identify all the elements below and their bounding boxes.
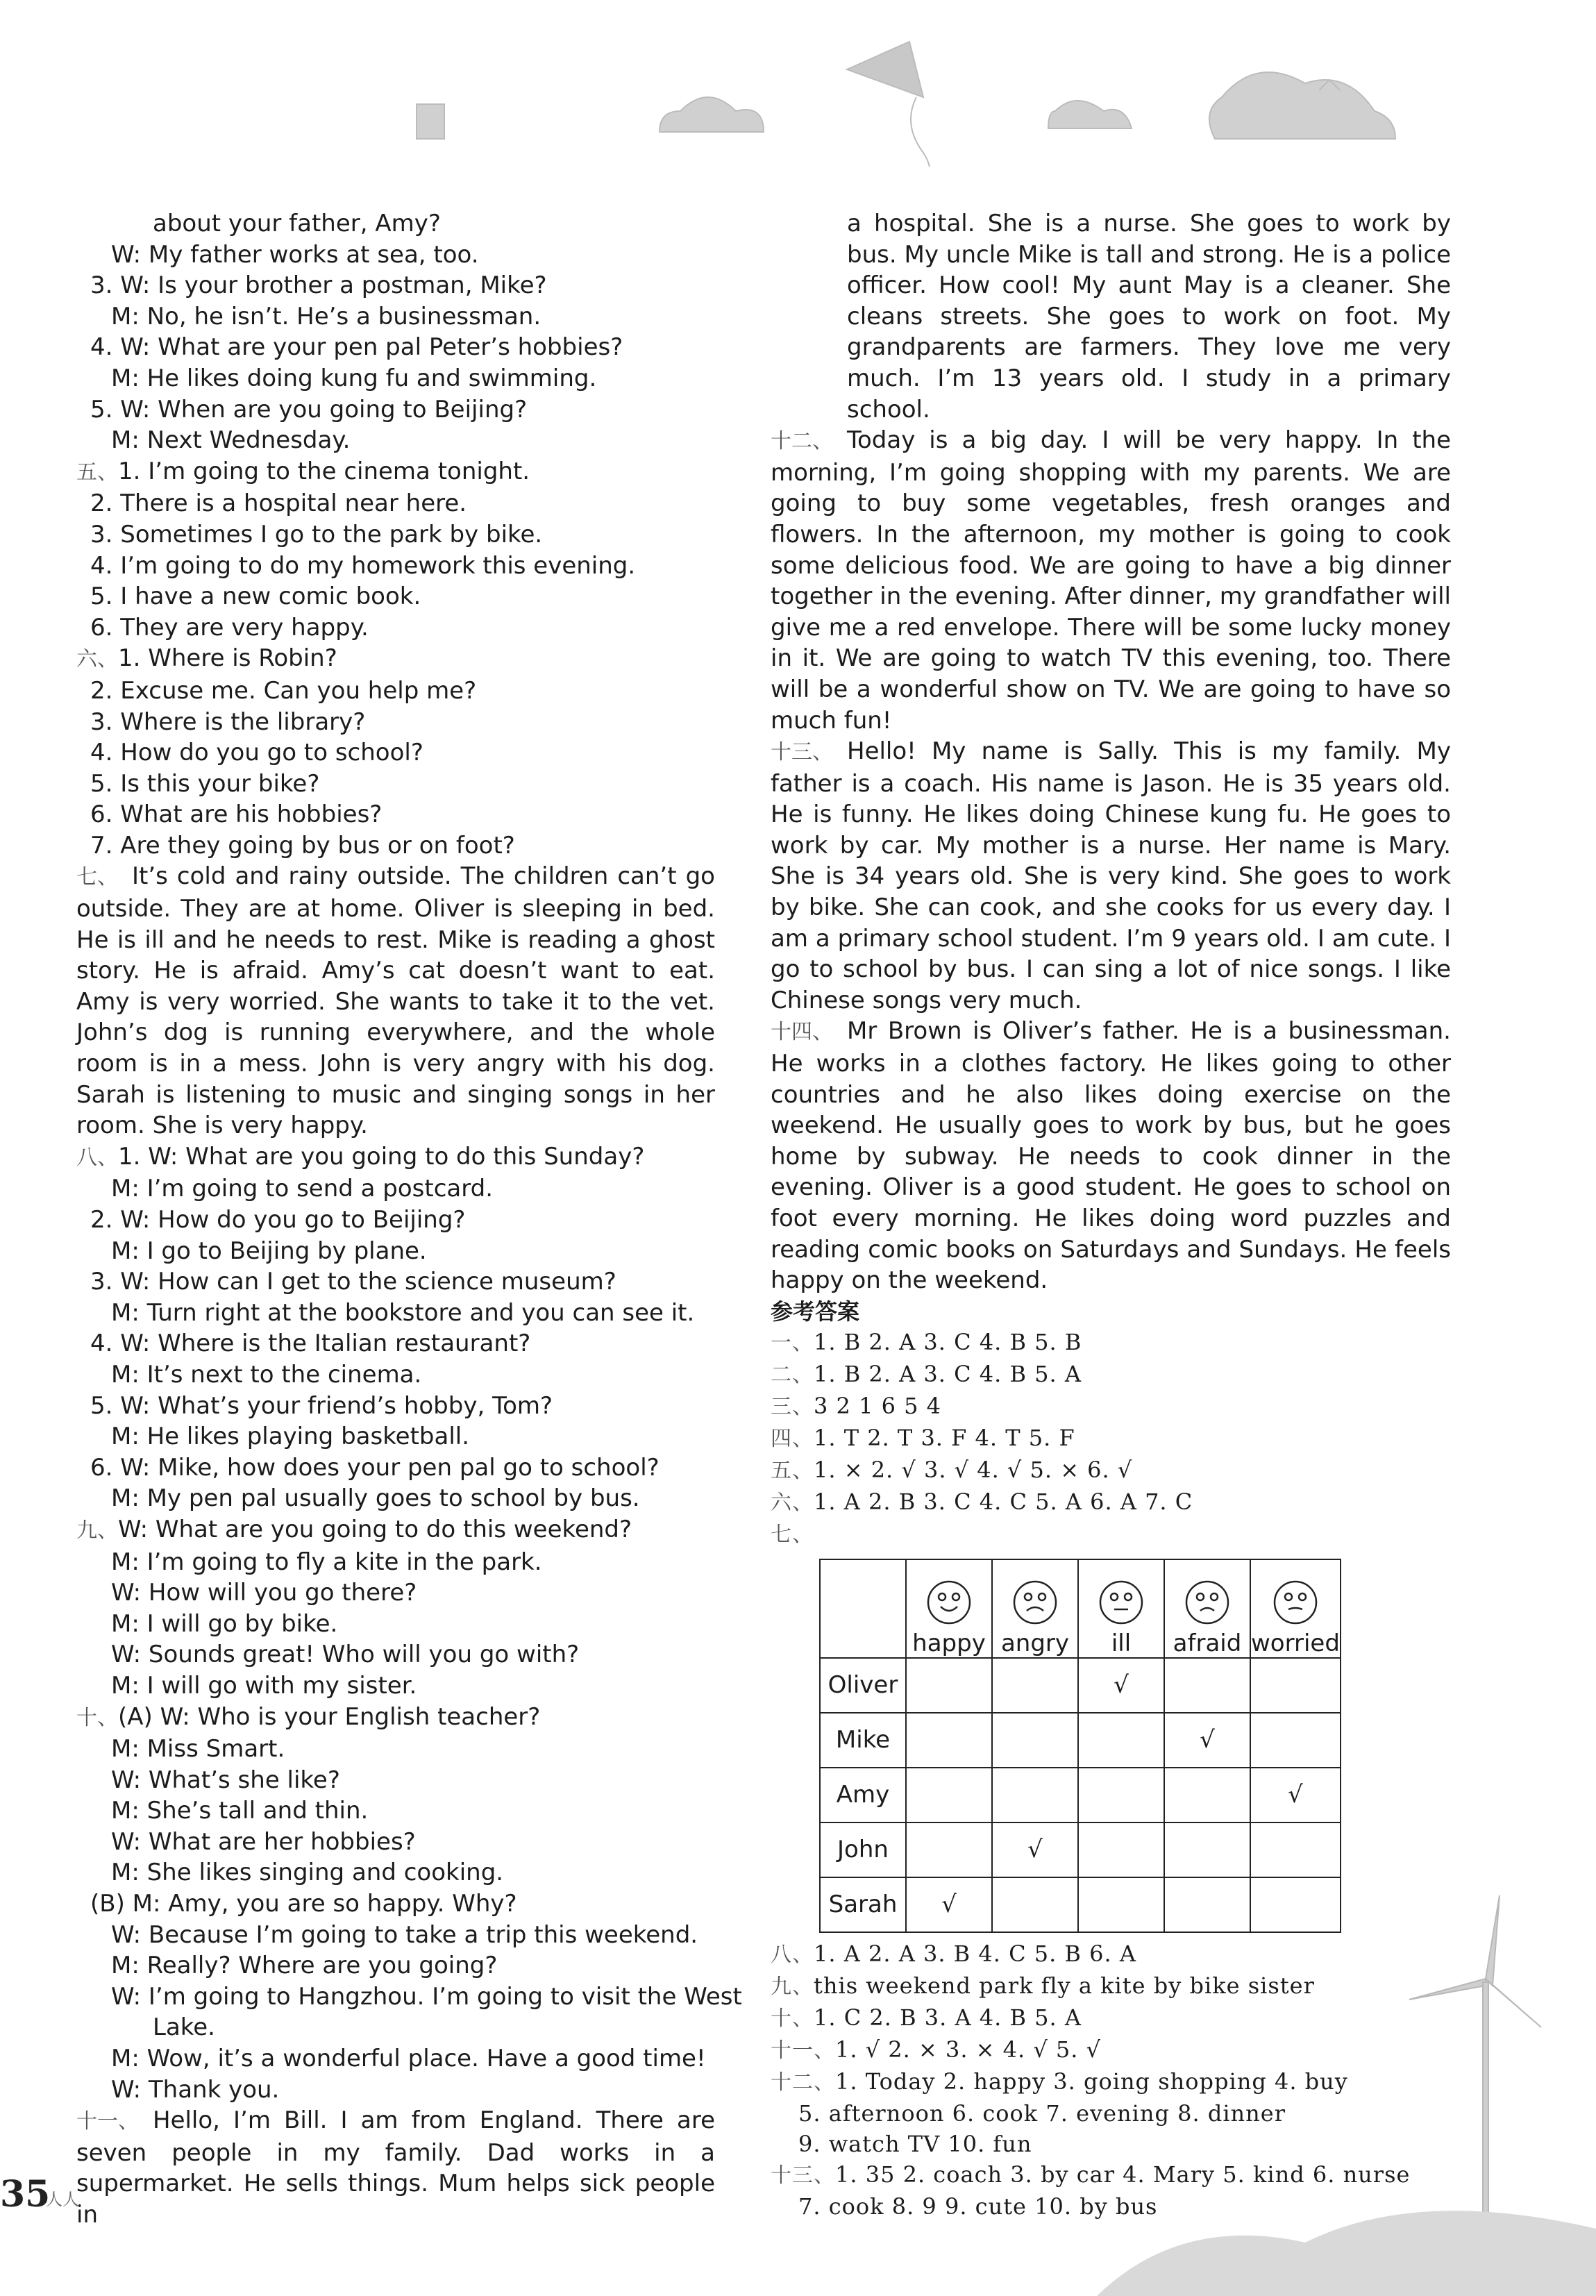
column-header-worried: [1250, 1559, 1341, 1658]
section-label: 一、: [771, 1330, 814, 1355]
text-line: [76, 1857, 715, 1888]
line-text: 5. I have a new comic book.: [90, 583, 421, 611]
table-cell: [906, 1658, 992, 1713]
line-text: W: I’m going to Hangzhou. I’m going to visit the West: [111, 1982, 742, 2011]
line-text: W: What’s she like?: [111, 1766, 340, 1794]
table-cell: [906, 1713, 992, 1768]
line-text: this weekend park fly a kite by bike sister: [814, 1972, 1315, 1999]
line-text: M: I will go with my sister.: [111, 1671, 417, 1700]
table-cell: [992, 1658, 1078, 1713]
text-line: [76, 456, 715, 489]
table-row: [820, 1877, 1341, 1932]
line-text: M: My pen pal usually goes to school by bus.: [111, 1484, 640, 1513]
line-text: 4. W: What are your pen pal Peter’s hobbies?: [90, 333, 623, 362]
line-text: 9. watch TV 10. fun: [798, 2130, 1032, 2157]
text-line: [771, 2191, 1451, 2222]
text-line: [771, 2098, 1451, 2129]
text-line: [771, 1518, 1451, 1550]
line-text: 3. W: How can I get to the science museum?: [90, 1268, 616, 1296]
passage-14: [771, 1016, 1451, 1296]
flag-shape: [417, 104, 444, 139]
table-cell: [1164, 1822, 1250, 1877]
text-line: [76, 1298, 715, 1329]
text-line: [76, 1328, 715, 1359]
dialogue-block-1: [76, 208, 715, 861]
line-text: M: She’s tall and thin.: [111, 1797, 369, 1825]
line-text: M: I’m going to send a postcard.: [111, 1175, 494, 1203]
line-text: 5. W: What’s your friend’s hobby, Tom?: [90, 1391, 553, 1420]
line-text: 1. B 2. A 3. C 4. B 5. A: [814, 1360, 1082, 1387]
text-line: [771, 1455, 1451, 1486]
text-line: [76, 1888, 715, 1920]
line-text: 2. There is a hospital near here.: [90, 489, 467, 518]
left-column: [76, 208, 742, 2231]
text-line: [76, 1173, 715, 1205]
text-line: [771, 2066, 1451, 2098]
text-line: [771, 1970, 1451, 2002]
text-line: [76, 240, 715, 271]
section-label: 十三、: [771, 740, 833, 765]
table-cell: [1078, 1713, 1164, 1768]
line-text: W: Sounds great! Who will you go with?: [111, 1641, 580, 1669]
text-line: [76, 363, 715, 394]
section-label: 十二、: [771, 2070, 835, 2095]
line-text: M: Really? Where are you going?: [111, 1952, 498, 1980]
table-row: [820, 1713, 1341, 1768]
text-line: [76, 1920, 715, 1951]
column-label: happy: [912, 1629, 986, 1657]
page-footer-mark: 人人: [46, 2190, 79, 2209]
passage-text: Hello! My name is Sally. This is my family. My father is a coach. His name is Jason. He is 35 years old. He is funny. He likes doing Chinese kung fu. He goes to work by car. My mother is a nurse. Her name is Mary. She is 34 years old. She is very kind. She goes to work by bike. She can cook, and she cooks for us every day. I am a primary school student. I’m 9 years old. I am cute. I go to school by bus. I can sing a lot of nice songs. I like Chinese songs very much.: [771, 737, 1451, 1014]
table-cell: [906, 1822, 992, 1877]
text-line: [76, 1670, 715, 1702]
text-line: [771, 1423, 1451, 1455]
text-line: [76, 707, 715, 738]
line-text: 1. √ 2. × 3. × 4. √ 5. √: [835, 2036, 1101, 2063]
line-text: 2. W: How do you go to Beijing?: [90, 1206, 466, 1234]
header-decoration: [389, 28, 1458, 167]
text-line: [771, 1486, 1451, 1518]
text-line: [76, 1547, 715, 1578]
section-label: 十、: [771, 2006, 814, 2031]
table-cell: [1250, 1713, 1341, 1768]
table-cell: [1164, 1877, 1250, 1932]
row-label-Amy: Amy: [820, 1768, 906, 1822]
text-line: [76, 799, 715, 830]
column-header-happy: [906, 1559, 992, 1658]
cloud-shape-2: [1048, 101, 1132, 128]
table-cell: [992, 1768, 1078, 1822]
passage-7: [76, 861, 715, 1141]
check-mark: √: [1078, 1658, 1164, 1713]
text-line: [76, 769, 715, 800]
line-text: M: He likes doing kung fu and swimming.: [111, 364, 597, 392]
column-label: angry: [1000, 1629, 1070, 1657]
table-header-row: [820, 1559, 1341, 1658]
passage-text: It’s cold and rainy outside. The children can’t go outside. They are at home. Oliver is sleeping in bed. He is ill and he needs to rest. Mike is reading a ghost story. He is afraid. Amy’s cat doesn’t want to eat. Amy is very worried. She wants to take it to the vet. John’s dog is running everywhere, and the whole room is in a mess. John is very angry with his dog. Sarah is listening to music and singing songs in her room. She is very happy.: [76, 862, 715, 1140]
text-line: [76, 1795, 715, 1827]
passage-text: Today is a big day. I will be very happy. In the morning, I’m going shopping with my parents. We are going to buy some vegetables, fresh oranges and flowers. In the afternoon, my mother is going to cook some delicious food. We are going to have a big dinner together in the evening. After dinner, my grandfather will give me a red envelope. There will be some lucky money in it. We are going to watch TV this evening, too. There will be a wonderful show on TV. We are going to have so much fun!: [771, 426, 1451, 735]
cloud-shape: [660, 97, 764, 132]
line-text: 6. They are very happy.: [90, 613, 369, 642]
text-line: [771, 2129, 1451, 2159]
right-column: [771, 208, 1451, 2222]
line-text: Lake.: [153, 2013, 215, 2042]
text-line: [771, 1327, 1451, 1359]
line-text: 1. I’m going to the cinema tonight.: [118, 457, 530, 485]
row-label-John: John: [820, 1822, 906, 1877]
line-text: M: I go to Beijing by plane.: [111, 1237, 427, 1265]
line-text: 1. Today 2. happy 3. going shopping 4. buy: [835, 2068, 1348, 2095]
section-label: 三、: [771, 1394, 814, 1419]
text-line: [76, 1266, 715, 1298]
happy-face-icon: [925, 1578, 973, 1627]
line-text: 3. Sometimes I go to the park by bike.: [90, 520, 543, 548]
text-line: [771, 2034, 1451, 2066]
passage-12: [771, 425, 1451, 736]
table-cell: [1250, 1877, 1341, 1932]
line-text: 1. Where is Robin?: [118, 644, 337, 673]
table-cell: [1078, 1768, 1164, 1822]
text-line: [76, 830, 715, 862]
answers-title: 参考答案: [771, 1298, 860, 1325]
answer-list-2: [771, 1938, 1451, 2222]
passage-13: [771, 736, 1451, 1016]
line-text: 1. × 2. √ 3. √ 4. √ 5. × 6. √: [814, 1456, 1133, 1483]
line-text: 1. W: What are you going to do this Sunday?: [118, 1142, 645, 1171]
text-line: [76, 208, 715, 240]
passage-11-continued: a hospital. She is a nurse. She goes to work by bus. My uncle Mike is tall and strong. He is a police officer. How cool! My aunt May is a cleaner. She cleans streets. She goes to work on foot. My grandparents are farmers. They love me very much. I’m 13 years old. I study in a primary school.: [847, 210, 1451, 424]
line-text: 7. Are they going by bus or on foot?: [90, 831, 515, 860]
line-text: 4. W: Where is the Italian restaurant?: [90, 1330, 531, 1358]
text-line: [76, 2012, 715, 2043]
text-line: [76, 1483, 715, 1514]
column-header-angry: [992, 1559, 1078, 1658]
section-label: 七、: [76, 865, 118, 890]
text-line: [76, 519, 715, 551]
text-line: [76, 1577, 715, 1609]
text-line: [76, 551, 715, 582]
line-text: 1. T 2. T 3. F 4. T 5. F: [814, 1424, 1075, 1451]
text-line: [771, 1359, 1451, 1391]
section-label: 十、: [76, 1705, 118, 1730]
text-line: [76, 394, 715, 426]
cloud-shape-3: [1209, 72, 1395, 139]
line-text: 2. Excuse me. Can you help me?: [90, 676, 477, 705]
text-line: [76, 425, 715, 456]
line-text: (B) M: Amy, you are so happy. Why?: [90, 1890, 517, 1918]
line-text: 4. How do you go to school?: [90, 739, 423, 767]
line-text: 1. B 2. A 3. C 4. B 5. B: [814, 1328, 1082, 1355]
text-line: [76, 270, 715, 301]
row-label-Mike: Mike: [820, 1713, 906, 1768]
text-line: [76, 2075, 715, 2106]
text-line: [76, 1609, 715, 1640]
section-label: 七、: [771, 1522, 814, 1547]
line-text: M: He likes playing basketball.: [111, 1423, 470, 1451]
line-text: 3. Where is the library?: [90, 707, 366, 736]
section-label: 九、: [76, 1518, 118, 1543]
line-text: 1. A 2. A 3. B 4. C 5. B 6. A: [814, 1940, 1136, 1967]
line-text: M: Turn right at the bookstore and you can see it.: [111, 1298, 695, 1327]
line-text: M: She likes singing and cooking.: [111, 1859, 504, 1887]
passage-text: Mr Brown is Oliver’s father. He is a businessman. He works in a clothes factory. He likes going to other countries and he also likes doing exercise on the weekend. He usually goes to work by bus, but he goes home by subway. He needs to cook dinner in the evening. Oliver is a good student. He goes to school on foot every morning. He likes doing word puzzles and reading comic books on Saturdays and Sundays. He feels happy on the weekend.: [771, 1017, 1451, 1295]
text-line: [76, 2043, 715, 2075]
text-line: [76, 1981, 742, 2013]
column-header-afraid: [1164, 1559, 1250, 1658]
angry-face-icon: [1011, 1578, 1059, 1627]
text-line: [76, 301, 715, 333]
text-line: [76, 1391, 715, 1422]
text-line: [76, 1702, 715, 1734]
line-text: W: What are you going to do this weekend?: [118, 1515, 632, 1543]
text-line: [76, 612, 715, 644]
table-corner: [820, 1559, 906, 1658]
ill-face-icon: [1097, 1578, 1145, 1627]
text-line: [771, 2159, 1451, 2191]
text-line: [76, 1421, 715, 1452]
section-label: 十一、: [771, 2038, 835, 2063]
page-number: 35: [0, 2173, 51, 2215]
section-label: 十二、: [771, 429, 833, 454]
section-label: 八、: [76, 1145, 118, 1170]
table-row: [820, 1658, 1341, 1713]
check-mark: √: [992, 1822, 1078, 1877]
text-line: [76, 1639, 715, 1670]
text-line: [76, 1141, 715, 1174]
line-text: W: How will you go there?: [111, 1579, 417, 1607]
line-text: 6. What are his hobbies?: [90, 801, 383, 829]
text-line: [771, 1938, 1451, 1970]
line-text: W: Thank you.: [111, 2075, 280, 2104]
table-cell: [1250, 1822, 1341, 1877]
line-text: M: I’m going to fly a kite in the park.: [111, 1548, 542, 1576]
text-line: [76, 737, 715, 769]
line-text: W: What are her hobbies?: [111, 1827, 416, 1856]
section-label: 五、: [76, 460, 118, 485]
line-text: M: Miss Smart.: [111, 1735, 285, 1763]
column-label: ill: [1111, 1629, 1132, 1657]
line-text: 5. Is this your bike?: [90, 769, 320, 798]
section-label: 八、: [771, 1942, 814, 1967]
passage-text: Hello, I’m Bill. I am from England. There are seven people in my family. Dad works in a supermarket. He sells things. Mum helps sick people in: [76, 2106, 715, 2229]
table-cell: [992, 1877, 1078, 1932]
section-label: 二、: [771, 1362, 814, 1387]
column-label: worried: [1251, 1629, 1340, 1657]
text-line: [76, 1734, 715, 1765]
text-line: [771, 1391, 1451, 1423]
text-line: [76, 1950, 715, 1981]
line-text: 5. W: When are you going to Beijing?: [90, 395, 528, 424]
answer-list-1: [771, 1327, 1451, 1550]
line-text: 1. C 2. B 3. A 4. B 5. A: [814, 2004, 1082, 2031]
line-text: (A) W: Who is your English teacher?: [118, 1702, 541, 1731]
table-cell: [906, 1768, 992, 1822]
text-line: [76, 643, 715, 676]
line-text: W: Because I’m going to take a trip this weekend.: [111, 1920, 698, 1949]
text-line: [76, 1765, 715, 1796]
column-header-ill: [1078, 1559, 1164, 1658]
section-label: 十三、: [771, 2163, 835, 2188]
line-text: 7. cook 8. 9 9. cute 10. by bus: [798, 2193, 1158, 2220]
check-mark: √: [1164, 1713, 1250, 1768]
line-text: 1. 35 2. coach 3. by car 4. Mary 5. kind 6. nurse: [835, 2161, 1411, 2188]
check-mark: √: [1250, 1768, 1341, 1822]
kite-icon: [847, 42, 923, 97]
line-text: M: No, he isn’t. He’s a businessman.: [111, 302, 541, 330]
table-cell: [1164, 1768, 1250, 1822]
section-label: 四、: [771, 1426, 814, 1451]
afraid-face-icon: [1183, 1578, 1232, 1627]
section-label: 九、: [771, 1974, 814, 1999]
line-text: 3. W: Is your brother a postman, Mike?: [90, 271, 547, 300]
table-cell: [1078, 1822, 1164, 1877]
table-cell: [1078, 1877, 1164, 1932]
emotion-table: [819, 1559, 1341, 1933]
line-text: about your father, Amy?: [153, 210, 441, 237]
text-line: [76, 1827, 715, 1858]
dialogue-block-2: [76, 1141, 742, 2105]
line-text: M: It’s next to the cinema.: [111, 1360, 422, 1389]
line-text: M: Next Wednesday.: [111, 426, 351, 455]
section-label: 十四、: [771, 1020, 833, 1045]
text-line: [76, 581, 715, 612]
passage-11: [76, 2105, 715, 2230]
section-label: 十一、: [76, 2109, 139, 2134]
text-line: [76, 1452, 715, 1484]
row-label-Oliver: Oliver: [820, 1658, 906, 1713]
text-line: [76, 1359, 715, 1391]
row-label-Sarah: Sarah: [820, 1877, 906, 1932]
line-text: 6. W: Mike, how does your pen pal go to school?: [90, 1453, 660, 1482]
text-line: [76, 676, 715, 707]
column-label: afraid: [1173, 1629, 1242, 1657]
table-row: [820, 1768, 1341, 1822]
table-cell: [1250, 1658, 1341, 1713]
line-text: M: I will go by bike.: [111, 1609, 338, 1638]
text-line: [76, 488, 715, 519]
line-text: 4. I’m going to do my homework this evening.: [90, 551, 636, 580]
line-text: 3 2 1 6 5 4: [814, 1392, 942, 1419]
line-text: 5. afternoon 6. cook 7. evening 8. dinner: [798, 2100, 1286, 2127]
text-line: [76, 1236, 715, 1267]
text-line: [771, 2002, 1451, 2034]
text-line: [76, 1514, 715, 1547]
section-label: 六、: [771, 1490, 814, 1515]
table-row: [820, 1822, 1341, 1877]
line-text: 1. A 2. B 3. C 4. C 5. A 6. A 7. C: [814, 1488, 1193, 1515]
line-text: W: My father works at sea, too.: [111, 240, 479, 269]
worried-face-icon: [1271, 1578, 1320, 1627]
line-text: M: Wow, it’s a wonderful place. Have a good time!: [111, 2045, 706, 2073]
text-line: [76, 1205, 715, 1236]
check-mark: √: [906, 1877, 992, 1932]
section-label: 六、: [76, 647, 118, 672]
table-cell: [1164, 1658, 1250, 1713]
section-label: 五、: [771, 1458, 814, 1483]
table-cell: [992, 1713, 1078, 1768]
text-line: [76, 332, 715, 363]
